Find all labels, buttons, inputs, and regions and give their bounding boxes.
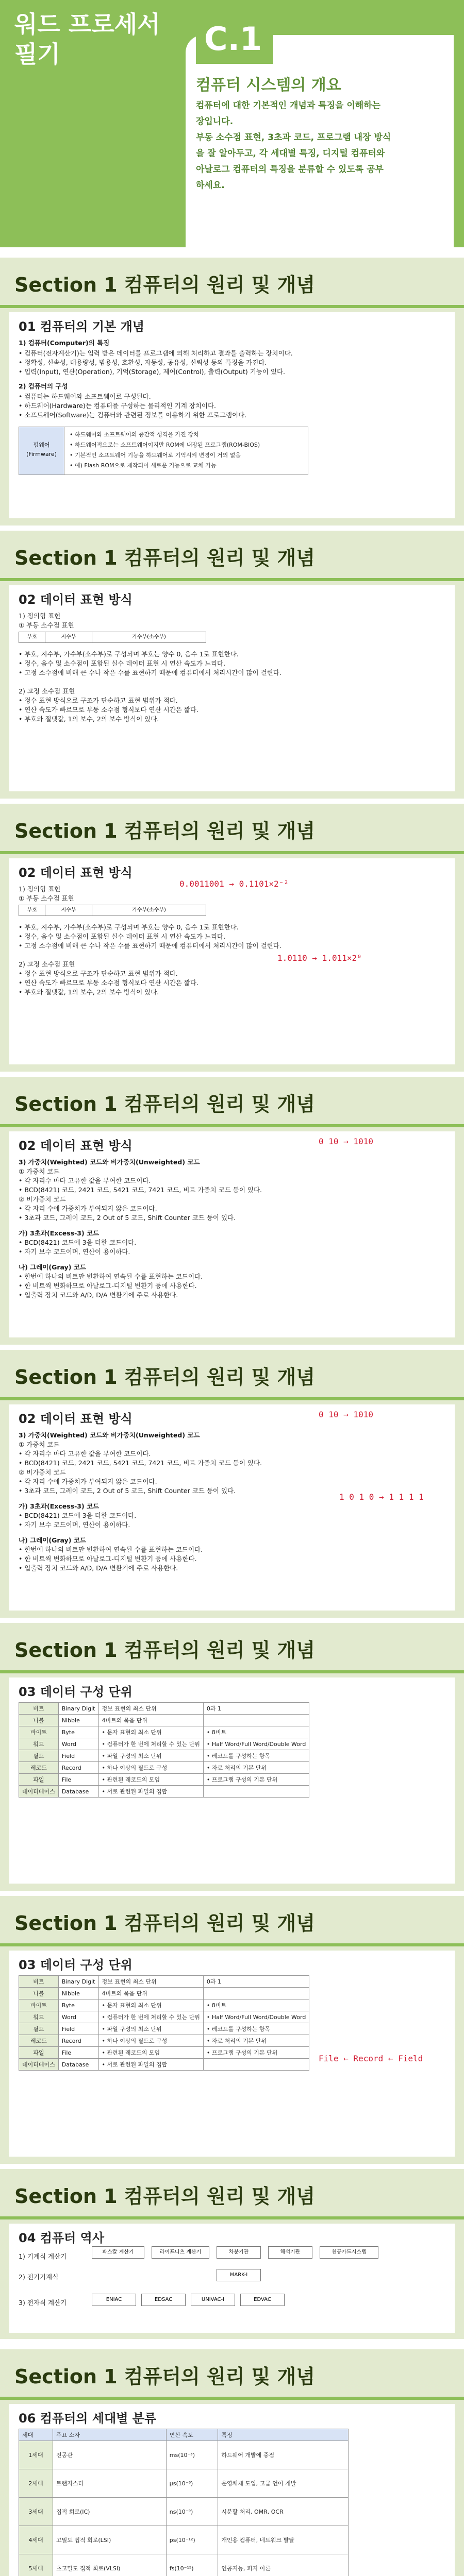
exponent-field: 지수부 — [45, 905, 92, 916]
section-bar — [0, 305, 464, 308]
slide-body — [9, 2404, 455, 2576]
table-cell: • 8비트 — [203, 1999, 309, 2011]
firmware-label: 펌웨어 (Firmware) — [19, 427, 64, 474]
desc-line: 부동 소수점 표현, 3초과 코드, 프로그램 내장 방식 — [196, 132, 391, 143]
table-cell: Byte — [58, 1726, 98, 1738]
table-cell: 하드웨어 개발에 중점 — [218, 2441, 349, 2469]
handwritten-note: 0 10 → 1010 — [319, 1137, 373, 1146]
text-line: • 한 비트씩 변화하므로 아날로그-디지털 변환기 등에 사용한다. — [19, 1282, 197, 1290]
text-line: • 고정 소수점에 비해 큰 수나 작은 수를 표현하기 때문에 컴퓨터에서 처리시간이 많이 걸린다. — [19, 942, 281, 950]
history-box: 해석기관 — [268, 2246, 312, 2259]
table-row — [19, 2035, 309, 2047]
text-line: • 각 자리 수에 가중치가 부여되지 않은 코드이다. — [19, 1478, 157, 1485]
table-cell: • 레코드를 구성하는 항목 — [203, 1750, 309, 1762]
text-line: • 각 자리수 마다 고유한 값을 부여한 코드이다. — [19, 1177, 151, 1184]
slide-data-units — [0, 1623, 464, 1891]
table-cell: Nibble — [58, 1988, 98, 1999]
text-line: • 정확성, 신속성, 대용량성, 범용성, 호환성, 자동성, 공유성, 신뢰성 등의 특징을 가진다. — [19, 359, 267, 366]
table-cell: • 문자 표현의 최소 단위 — [98, 1726, 203, 1738]
table-cell: • 파일 구성의 최소 단위 — [98, 1750, 203, 1762]
slide-title: 02 데이터 표현 방식 — [19, 866, 132, 880]
table-cell: 데이터베이스 — [19, 1786, 59, 1798]
text-line: 나) 그레이(Gray) 코드 — [19, 1536, 86, 1544]
cover-title-line2: 필기 — [14, 40, 60, 68]
section-heading: Section 1 컴퓨터의 원리 및 개념 — [14, 1093, 315, 1115]
history-box: 천공카드시스템 — [320, 2246, 378, 2259]
table-cell: 필드 — [19, 1750, 59, 1762]
handwritten-note: 0.0011001 → 0.1101×2⁻² — [179, 879, 289, 889]
table-cell: Record — [58, 1762, 98, 1774]
handwritten-note: 0 10 → 1010 — [319, 1410, 373, 1419]
table-cell: 트랜지스터 — [53, 2469, 166, 2498]
text-line: • 한 비트씩 변화하므로 아날로그-디지털 변환기 등에 사용한다. — [19, 1555, 197, 1563]
table-row — [19, 2059, 309, 2071]
text-line: ① 가중치 코드 — [19, 1440, 60, 1448]
text-line: 1) 정의형 표현 — [19, 885, 61, 893]
generations-table — [19, 2429, 349, 2576]
history-box: ENIAC — [92, 2294, 136, 2306]
table-cell: 1세대 — [19, 2441, 53, 2469]
table-row — [19, 2047, 309, 2059]
table-cell: 파일 — [19, 1774, 59, 1786]
table-cell: Byte — [58, 1999, 98, 2011]
table-cell: • 관련된 레코드의 모임 — [98, 2047, 203, 2059]
section-header — [0, 531, 464, 578]
text-line: • 부호, 지수부, 가수부(소수부)로 구성되며 부호는 양수 0, 음수 1로 표현한다. — [19, 650, 239, 658]
text-line: • BCD(8421) 코드에 3을 더한 코드이다. — [19, 1239, 137, 1246]
text-line: • 입출력 장치 코드와 A/D, D/A 변환기에 주로 사용한다. — [19, 1564, 178, 1572]
text-line: • 3초과 코드, 그레이 코드, 2 Out of 5 코드, Shift Counter 코드 등이 있다. — [19, 1214, 236, 1222]
text-line: • 연산 속도가 빠르므로 부동 소수점 형식보다 연산 시간은 짧다. — [19, 979, 198, 987]
table-cell: • 파일 구성의 최소 단위 — [98, 2023, 203, 2035]
table-cell: Word — [58, 1738, 98, 1750]
section-header — [0, 1350, 464, 1397]
table-row — [19, 2554, 349, 2576]
table-cell: 니블 — [19, 1988, 59, 1999]
section-heading: Section 1 컴퓨터의 원리 및 개념 — [14, 1366, 315, 1388]
slide-title: 02 데이터 표현 방식 — [19, 592, 132, 607]
table-row — [19, 1715, 309, 1726]
slide-data-representation-annotated — [0, 804, 464, 1072]
table-header: 연산 속도 — [166, 2429, 218, 2441]
table-cell: 레코드 — [19, 2035, 59, 2047]
slide-title: 01 컴퓨터의 기본 개념 — [19, 319, 144, 334]
handwritten-note: 1 0 1 0 → 1 1 1 1 — [339, 1492, 424, 1502]
text-line: ① 부동 소수점 표현 — [19, 894, 74, 902]
section-bar — [0, 2216, 464, 2219]
table-row — [19, 1976, 309, 1988]
table-header: 특징 — [218, 2429, 349, 2441]
table-cell — [203, 1715, 309, 1726]
table-row — [19, 2469, 349, 2498]
section-bar — [0, 1397, 464, 1400]
table-cell: 니블 — [19, 1715, 59, 1726]
table-row — [19, 2526, 349, 2554]
table-cell: Record — [58, 2035, 98, 2047]
slide-body — [9, 312, 455, 518]
slide-title: 06 컴퓨터의 세대별 분류 — [19, 2411, 157, 2426]
table-header: 주요 소자 — [53, 2429, 166, 2441]
table-cell: ps(10⁻¹²) — [166, 2526, 218, 2554]
table-cell: 집적 회로(IC) — [53, 2498, 166, 2526]
text-line: 나) 그레이(Gray) 코드 — [19, 1263, 86, 1271]
section-bar — [0, 1124, 464, 1127]
table-row — [19, 2023, 309, 2035]
slide-body — [9, 1677, 455, 1884]
table-cell: • 자료 처리의 기본 단위 — [203, 1762, 309, 1774]
table-cell: • 서로 관련된 파일의 집합 — [98, 2059, 203, 2071]
text-line: • 고정 소수점에 비해 큰 수나 작은 수를 표현하기 때문에 컴퓨터에서 처리시간이 많이 걸린다. — [19, 669, 281, 676]
chapter-subtitle: 컴퓨터 시스템의 개요 — [196, 76, 341, 94]
table-row — [19, 2441, 349, 2469]
table-cell: • 관련된 레코드의 모임 — [98, 1774, 203, 1786]
text-line: • 3초과 코드, 그레이 코드, 2 Out of 5 코드, Shift Counter 코드 등이 있다. — [19, 1487, 236, 1495]
text-line: • 컴퓨터(전자계산기)는 입력 받은 데이터를 프로그램에 의해 처리하고 결과를 출력하는 장치이다. — [19, 349, 293, 357]
text-line: • 각 자리수 마다 고유한 값을 부여한 코드이다. — [19, 1450, 151, 1458]
section-header — [0, 2349, 464, 2397]
table-cell: 2세대 — [19, 2469, 53, 2498]
text-line: 2) 고정 소수점 표현 — [19, 687, 75, 695]
table-header-row — [19, 2429, 349, 2441]
slide-body — [9, 2224, 455, 2333]
slide-data-representation — [0, 531, 464, 799]
slide-body — [9, 1951, 455, 2157]
section-heading: Section 1 컴퓨터의 원리 및 개념 — [14, 2185, 315, 2208]
sign-field: 부호 — [19, 632, 45, 642]
section-heading: Section 1 컴퓨터의 원리 및 개념 — [14, 1639, 315, 1662]
table-cell — [203, 2059, 309, 2071]
text-line: • BCD(8421) 코드, 2421 코드, 5421 코드, 7421 코드, 비트 가중치 코드 등이 있다. — [19, 1186, 262, 1194]
history-box: 파스칼 계산기 — [92, 2246, 144, 2259]
float-format-diagram — [19, 632, 206, 643]
text-line: • 부호와 절댓값, 1의 보수, 2의 보수 방식이 있다. — [19, 988, 159, 996]
text-line: • 예) Flash ROM으로 제작되어 새로운 기능으로 교체 가능 — [70, 462, 217, 469]
text-line: ① 가중치 코드 — [19, 1167, 60, 1175]
cover-card — [186, 20, 454, 251]
slide-computer-history — [0, 2169, 464, 2339]
text-line: • 입력(Input), 연산(Operation), 기억(Storage), 제어(Control), 출력(Output) 기능이 있다. — [19, 368, 286, 376]
slide-title: 04 컴퓨터 역사 — [19, 2231, 105, 2245]
table-cell — [203, 1786, 309, 1798]
section-header — [0, 2169, 464, 2216]
section-header — [0, 804, 464, 851]
table-cell: 데이터베이스 — [19, 2059, 59, 2071]
section-header — [0, 1077, 464, 1124]
data-units-table — [19, 1702, 309, 1798]
table-cell: ns(10⁻⁹) — [166, 2498, 218, 2526]
table-cell: ms(10⁻³) — [166, 2441, 218, 2469]
table-cell: Word — [58, 2011, 98, 2023]
table-cell: • 8비트 — [203, 1726, 309, 1738]
table-row — [19, 2498, 349, 2526]
table-cell: • 컴퓨터가 한 번에 처리할 수 있는 단위 — [98, 1738, 203, 1750]
text-line: 2) 컴퓨터의 구성 — [19, 382, 68, 390]
slide-title: 02 데이터 표현 방식 — [19, 1139, 132, 1153]
history-box: MARK-I — [217, 2269, 261, 2281]
history-box: EDVAC — [240, 2294, 285, 2306]
table-cell: 초고밀도 집적 회로(VLSI) — [53, 2554, 166, 2576]
history-box: UNIVAC-I — [191, 2294, 235, 2306]
text-line: • 부호와 절댓값, 1의 보수, 2의 보수 방식이 있다. — [19, 715, 159, 723]
text-line: • 정수 표현 방식으로 구조가 단순하고 표현 범위가 적다. — [19, 970, 178, 977]
table-cell: 워드 — [19, 2011, 59, 2023]
chapter-description — [196, 98, 412, 194]
section-heading: Section 1 컴퓨터의 원리 및 개념 — [14, 2365, 315, 2388]
text-line: ① 부동 소수점 표현 — [19, 621, 74, 629]
text-line: • 기본적인 소프트웨어 기능을 하드웨어로 기억시켜 변경이 거의 없음 — [70, 452, 241, 459]
table-cell: • 레코드를 구성하는 항목 — [203, 2023, 309, 2035]
table-cell: 진공관 — [53, 2441, 166, 2469]
table-cell: 0과 1 — [203, 1703, 309, 1715]
table-header: 세대 — [19, 2429, 53, 2441]
table-cell: 비트 — [19, 1976, 59, 1988]
section-bar — [0, 2397, 464, 2400]
slide-body — [9, 1404, 455, 1611]
text-line: 3) 전자식 계산기 — [19, 2299, 67, 2307]
section-heading: Section 1 컴퓨터의 원리 및 개념 — [14, 547, 315, 569]
table-cell: Nibble — [58, 1715, 98, 1726]
table-row — [19, 1703, 309, 1715]
desc-line: 을 잘 알아두고, 각 세대별 특징, 디지털 컴퓨터와 — [196, 148, 385, 159]
table-cell: Database — [58, 2059, 98, 2071]
table-cell: 파일 — [19, 2047, 59, 2059]
text-line: • 하드웨어와 소프트웨어의 중간적 성격을 가진 장치 — [70, 431, 199, 438]
data-units-table — [19, 1975, 309, 2071]
history-box: 차분기관 — [217, 2246, 261, 2259]
section-bar — [0, 851, 464, 854]
section-header — [0, 1623, 464, 1670]
text-line: • 연산 속도가 빠르므로 부동 소수점 형식보다 연산 시간은 짧다. — [19, 706, 198, 714]
text-line: • 자기 보수 코드이며, 연산이 용이하다. — [19, 1248, 130, 1256]
section-heading: Section 1 컴퓨터의 원리 및 개념 — [14, 820, 315, 842]
table-cell: 0과 1 — [203, 1976, 309, 1988]
table-cell: 3세대 — [19, 2498, 53, 2526]
text-line: 1) 정의형 표현 — [19, 612, 61, 620]
firmware-box — [19, 427, 308, 475]
table-cell: 필드 — [19, 2023, 59, 2035]
section-heading: Section 1 컴퓨터의 원리 및 개념 — [14, 274, 315, 296]
float-format-diagram — [19, 905, 206, 916]
slide-title: 02 데이터 표현 방식 — [19, 1412, 132, 1426]
table-cell: • 하나 이상의 필드로 구성 — [98, 1762, 203, 1774]
text-line: • 정수, 음수 및 소수점이 포함된 실수 데이터 표현 시 연산 속도가 느리다. — [19, 659, 226, 667]
table-cell: 정보 표현의 최소 단위 — [98, 1976, 203, 1988]
desc-line: 아날로그 컴퓨터의 특징을 분류할 수 있도록 공부 — [196, 164, 384, 175]
table-cell: 정보 표현의 최소 단위 — [98, 1703, 203, 1715]
text-line: 가) 3초과(Excess-3) 코드 — [19, 1502, 100, 1510]
table-cell: Binary Digit — [58, 1703, 98, 1715]
desc-line: 하세요. — [196, 180, 225, 191]
section-header — [0, 1896, 464, 1943]
table-cell: • Half Word/Full Word/Double Word — [203, 2011, 309, 2023]
text-line: 1) 기계식 계산기 — [19, 2252, 67, 2260]
table-row — [19, 1762, 309, 1774]
slide-body — [9, 1131, 455, 1337]
text-line: 2) 고정 소수점 표현 — [19, 960, 75, 968]
cover-title-line1: 워드 프로세서 — [14, 10, 160, 38]
table-cell: μs(10⁻⁶) — [166, 2469, 218, 2498]
text-line: 2) 전기기계식 — [19, 2273, 59, 2281]
text-line: • BCD(8421) 코드에 3을 더한 코드이다. — [19, 1512, 137, 1519]
history-box: EDSAC — [141, 2294, 186, 2306]
table-cell: 4세대 — [19, 2526, 53, 2554]
table-cell: 운영체제 도입, 고급 언어 개발 — [218, 2469, 349, 2498]
table-row — [19, 1999, 309, 2011]
table-cell: File — [58, 1774, 98, 1786]
section-header — [0, 258, 464, 305]
table-row — [19, 1726, 309, 1738]
slide-body — [9, 585, 455, 791]
slide-weighted-codes-annotated — [0, 1350, 464, 1618]
slide-weighted-codes — [0, 1077, 464, 1345]
text-line: • 각 자리 수에 가중치가 부여되지 않은 코드이다. — [19, 1205, 157, 1212]
text-line: • 컴퓨터는 하드웨어와 소프트웨어로 구성된다. — [19, 393, 151, 400]
handwritten-note: 1.0110 → 1.011×2⁰ — [277, 953, 362, 963]
desc-line: 장입니다. — [196, 116, 234, 127]
text-line: 3) 가중치(Weighted) 코드와 비가중치(Unweighted) 코드 — [19, 1158, 200, 1166]
text-line: ② 비가중치 코드 — [19, 1195, 66, 1203]
table-cell: • 프로그램 구성의 기본 단위 — [203, 2047, 309, 2059]
slide-basic-concepts — [0, 258, 464, 526]
slide-generations — [0, 2349, 464, 2576]
text-line: 가) 3초과(Excess-3) 코드 — [19, 1229, 100, 1237]
table-cell: 4비트의 묶음 단위 — [98, 1715, 203, 1726]
table-cell: • 문자 표현의 최소 단위 — [98, 1999, 203, 2011]
text-line: 3) 가중치(Weighted) 코드와 비가중치(Unweighted) 코드 — [19, 1431, 200, 1439]
text-line: • 정수 표현 방식으로 구조가 단순하고 표현 범위가 적다. — [19, 697, 178, 704]
table-cell: fs(10⁻¹⁵) — [166, 2554, 218, 2576]
text-line: 1) 컴퓨터(Computer)의 특징 — [19, 339, 110, 347]
section-bar — [0, 578, 464, 581]
slide-title: 03 데이터 구성 단위 — [19, 1685, 132, 1699]
table-cell: 개인용 컴퓨터, 네트워크 발달 — [218, 2526, 349, 2554]
text-line: • 하드웨어적으로는 소프트웨어이지만 ROM에 내장된 프로그램(ROM-BIOS) — [70, 442, 260, 448]
table-cell: Database — [58, 1786, 98, 1798]
handwritten-note: File ← Record ← Field — [319, 2054, 423, 2063]
table-cell: 시분할 처리, OMR, OCR — [218, 2498, 349, 2526]
table-cell: 바이트 — [19, 1999, 59, 2011]
table-cell: Field — [58, 2023, 98, 2035]
table-row — [19, 1750, 309, 1762]
table-cell: 워드 — [19, 1738, 59, 1750]
sign-field: 부호 — [19, 905, 45, 916]
table-row — [19, 1786, 309, 1798]
text-line: • 소프트웨어(Software)는 컴퓨터와 관련된 정보를 이용하기 위한 프로그램이다. — [19, 411, 247, 419]
cover-slide — [0, 0, 464, 247]
text-line: • BCD(8421) 코드, 2421 코드, 5421 코드, 7421 코드, 비트 가중치 코드 등이 있다. — [19, 1459, 262, 1467]
text-line: • 입출력 장치 코드와 A/D, D/A 변환기에 주로 사용한다. — [19, 1291, 178, 1299]
table-cell: Field — [58, 1750, 98, 1762]
table-cell: File — [58, 2047, 98, 2059]
table-cell: 비트 — [19, 1703, 59, 1715]
slide-body — [9, 858, 455, 1064]
text-line: • 정수, 음수 및 소수점이 포함된 실수 데이터 표현 시 연산 속도가 느리다. — [19, 933, 226, 940]
table-cell: 레코드 — [19, 1762, 59, 1774]
mantissa-field: 가수부(소수부) — [132, 907, 166, 913]
text-line: • 하드웨어(Hardware)는 컴퓨터를 구성하는 물리적인 기계 장치이다. — [19, 402, 217, 410]
slide-title: 03 데이터 구성 단위 — [19, 1958, 132, 1972]
table-row — [19, 2011, 309, 2023]
slide-data-units-annotated — [0, 1896, 464, 2164]
table-cell: 4비트의 묶음 단위 — [98, 1988, 203, 1999]
cover-title — [14, 9, 160, 69]
table-row — [19, 1988, 309, 1999]
text-line: • 부호, 지수부, 가수부(소수부)로 구성되며 부호는 양수 0, 음수 1로 표현한다. — [19, 923, 239, 931]
table-cell: Binary Digit — [58, 1976, 98, 1988]
chapter-badge: C.1 — [196, 14, 273, 64]
table-cell: 바이트 — [19, 1726, 59, 1738]
section-bar — [0, 1670, 464, 1673]
table-cell: 인공지능, 퍼지 이론 — [218, 2554, 349, 2576]
table-cell: 5세대 — [19, 2554, 53, 2576]
table-cell: • 서로 관련된 파일의 집합 — [98, 1786, 203, 1798]
text-line: • 자기 보수 코드이며, 연산이 용이하다. — [19, 1521, 130, 1529]
desc-line: 컴퓨터에 대한 기본적인 개념과 특징을 이해하는 — [196, 100, 381, 111]
table-cell: 고밀도 집적 회로(LSI) — [53, 2526, 166, 2554]
section-bar — [0, 1943, 464, 1946]
table-cell: • Half Word/Full Word/Double Word — [203, 1738, 309, 1750]
table-cell: • 컴퓨터가 한 번에 처리할 수 있는 단위 — [98, 2011, 203, 2023]
table-cell: • 하나 이상의 필드로 구성 — [98, 2035, 203, 2047]
table-cell: • 자료 처리의 기본 단위 — [203, 2035, 309, 2047]
table-row — [19, 1738, 309, 1750]
table-cell — [203, 1988, 309, 1999]
mantissa-field: 가수부(소수부) — [132, 634, 166, 640]
text-line: ② 비가중치 코드 — [19, 1468, 66, 1476]
text-line: • 한번에 하나의 비트만 변환하여 연속된 수를 표현하는 코드이다. — [19, 1546, 203, 1553]
exponent-field: 지수부 — [45, 632, 92, 642]
section-heading: Section 1 컴퓨터의 원리 및 개념 — [14, 1912, 315, 1935]
table-row — [19, 1774, 309, 1786]
text-line: • 한번에 하나의 비트만 변환하여 연속된 수를 표현하는 코드이다. — [19, 1273, 203, 1280]
history-box: 라이프니츠 계산기 — [152, 2246, 209, 2259]
table-cell: • 프로그램 구성의 기본 단위 — [203, 1774, 309, 1786]
